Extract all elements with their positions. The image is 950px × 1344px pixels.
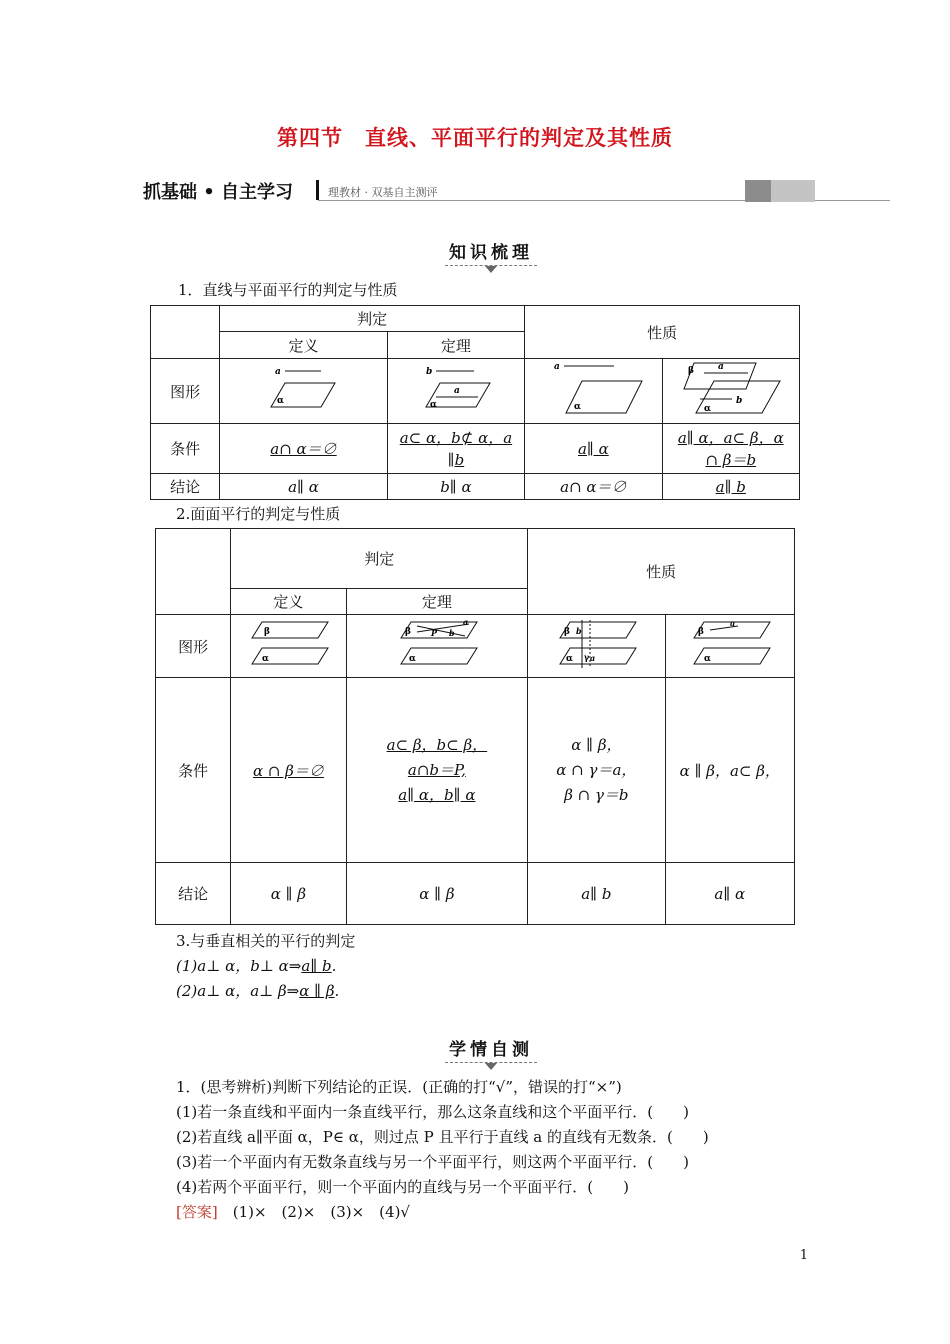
- table1-cond-p1: [525, 424, 662, 474]
- heading-arrow-icon: [485, 1063, 497, 1070]
- table2-cond-p1-line1: α ∥ β，: [571, 735, 622, 754]
- quiz-statement-2: (2)若直线 a∥平面 α，P∈ α，则过点 P 且平行于直线 a 的直线有无数条．( ): [176, 1128, 709, 1146]
- heading-knowledge-text: 知识梳理: [449, 243, 533, 263]
- svg-text:a: a: [275, 367, 282, 377]
- table2-cond-thm: [346, 678, 528, 863]
- heading-knowledge: [391, 238, 591, 273]
- table2-caption: 2.面面平行的判定与性质: [176, 505, 341, 523]
- section3-line1: [176, 955, 336, 976]
- svg-text:a: a: [717, 362, 724, 372]
- table-plane-plane-parallel: [155, 528, 795, 925]
- table1-cond-thm-line1: a⊂ α，b⊄ α，a: [399, 428, 513, 447]
- table1-cond-def-text: a∩ α＝∅: [270, 440, 337, 458]
- svg-text:α: α: [429, 400, 437, 410]
- table1-concl-p2-text: a∥ b: [715, 477, 746, 496]
- section-bar-divider: [316, 180, 319, 200]
- section-bar-block-dark: [745, 180, 771, 202]
- svg-text:α: α: [566, 654, 574, 664]
- section-bar-subtitle: 理教材 · 双基自主测评: [328, 186, 438, 199]
- svg-text:b: b: [576, 626, 582, 636]
- table2-row-figure: 图形: [156, 615, 231, 678]
- table2-concl-def: α ∥ β: [231, 863, 346, 925]
- svg-text:β: β: [697, 627, 704, 637]
- table1-cond-p2-line1: a∥ α，a⊂ β，α: [677, 428, 784, 447]
- table2-header-property: 性质: [528, 529, 795, 615]
- table1-cond-p1-text: a∥ α: [577, 439, 609, 458]
- section3-line1-end: .: [331, 957, 337, 975]
- table2-cond-thm-line3: a∥ α，b∥ α: [398, 785, 476, 804]
- quiz-statement-3: (3)若一个平面内有无数条直线与另一个平面平行，则这两个平面平行．( ): [176, 1153, 689, 1171]
- figure2-def: [231, 615, 346, 678]
- table1-caption: 1．直线与平面平行的判定与性质: [178, 281, 398, 299]
- svg-text:β: β: [687, 366, 694, 376]
- table2-cond-thm-line1: a⊂ β，b⊂ β，: [386, 735, 488, 754]
- page-number: 1: [799, 1248, 808, 1263]
- table2-cond-p1: [528, 678, 665, 863]
- section-bar-title: 抓基础 • 自主学习: [143, 182, 294, 203]
- section3-line1-answer: a∥ b: [301, 957, 332, 975]
- svg-text:a: a: [729, 618, 735, 628]
- table1-concl-p2: [662, 474, 799, 500]
- svg-text:b: b: [448, 628, 455, 638]
- table1-cond-p2-line2: ∩ β＝b: [705, 450, 757, 469]
- svg-text:γ: γ: [584, 652, 590, 662]
- table2-corner: [156, 529, 231, 615]
- intersecting-lines-in-plane-figure: [387, 616, 487, 672]
- svg-text:α: α: [574, 402, 582, 412]
- table1-concl-def: a∥ α: [220, 474, 388, 500]
- svg-text:a: a: [462, 617, 469, 627]
- section3-line2-answer: α ∥ β: [299, 982, 335, 1000]
- two-planes-intersect-figure: [676, 359, 786, 419]
- table2-header-def: 定义: [231, 589, 346, 615]
- answer-label: [答案]: [176, 1203, 218, 1221]
- svg-text:b: b: [735, 396, 743, 406]
- svg-text:a: a: [453, 386, 460, 396]
- table2-row-condition: 条件: [156, 678, 231, 863]
- figure-property-1: [525, 359, 662, 424]
- svg-text:a: a: [554, 362, 561, 372]
- table2-cond-thm-line2: a∩b＝P,: [407, 760, 466, 779]
- table2-row-conclusion: 结论: [156, 863, 231, 925]
- table2-cond-p1-line3: β ∩ γ＝b: [564, 785, 629, 804]
- table2-cond-p2: α ∥ β，a⊂ β，: [665, 678, 794, 863]
- table2-cond-def-text: α ∩ β＝∅: [252, 761, 324, 780]
- svg-text:α: α: [703, 404, 711, 414]
- table1-header-judge: 判定: [220, 306, 525, 332]
- heading-arrow-icon: [485, 266, 497, 273]
- table2-header-judge: 判定: [231, 529, 528, 589]
- figure-theorem: [387, 359, 524, 424]
- table2-cond-def: [231, 678, 346, 863]
- section3-line2: [176, 980, 339, 1001]
- table1-header-thm: 定理: [387, 332, 524, 359]
- quiz-statement-1: (1)若一条直线和平面内一条直线平行，那么这条直线和这个平面平行．( ): [176, 1103, 689, 1121]
- figure2-thm: [346, 615, 528, 678]
- table1-cond-thm-line2: ∥b: [447, 450, 465, 469]
- section-bar-block-light: [771, 180, 815, 202]
- svg-text:α: α: [277, 396, 285, 406]
- table2-concl-thm: α ∥ β: [346, 863, 528, 925]
- section3-title: 3.与垂直相关的平行的判定: [176, 932, 356, 950]
- two-parallel-planes-figure: [238, 616, 338, 672]
- table1-cond-p2: [662, 424, 799, 474]
- svg-text:β: β: [264, 627, 271, 637]
- table1-header-def: 定义: [220, 332, 388, 359]
- table1-header-property: 性质: [525, 306, 800, 359]
- svg-text:β: β: [564, 627, 571, 637]
- svg-text:b: b: [425, 367, 433, 377]
- table2-concl-p1: a∥ b: [528, 863, 665, 925]
- quiz-answer: [176, 1201, 410, 1222]
- section3-line2-premise: (2)a⊥ α，a⊥ β⇒: [176, 982, 300, 1000]
- table1-row-condition: 条件: [151, 424, 220, 474]
- table1-concl-p1: a∩ α＝∅: [525, 474, 662, 500]
- figure-property-2: [662, 359, 799, 424]
- quiz-question: 1．(思考辨析)判断下列结论的正误．(正确的打“√”，错误的打“×”): [176, 1078, 622, 1096]
- table1-cond-def: [220, 424, 388, 474]
- table1-concl-thm: b∥ α: [387, 474, 524, 500]
- line-above-plane-figure: [538, 359, 648, 419]
- section3-line1-premise: (1)a⊥ α，b⊥ α⇒: [176, 957, 302, 975]
- table1-row-figure: 图形: [151, 359, 220, 424]
- table2-cond-p1-line2: α ∩ γ＝a，: [556, 760, 637, 779]
- svg-text:β: β: [404, 627, 411, 637]
- figure-line-outside-plane: [220, 359, 388, 424]
- table-line-plane-parallel: [150, 305, 800, 500]
- line-in-parallel-plane-figure: [680, 616, 780, 672]
- table2-header-thm: 定理: [346, 589, 528, 615]
- section-bar: [143, 178, 815, 202]
- section3-line2-end: .: [334, 982, 340, 1000]
- table1-cond-thm: [387, 424, 524, 474]
- svg-text:P: P: [430, 628, 437, 638]
- quiz-statement-4: (4)若两个平面平行，则一个平面内的直线与另一个平面平行．( ): [176, 1178, 629, 1196]
- svg-text:α: α: [703, 654, 711, 664]
- heading-self-test-text: 学情自测: [449, 1040, 533, 1060]
- table1-corner: [151, 306, 220, 359]
- answer-text: (1)× (2)× (3)× (4)√: [232, 1203, 410, 1221]
- svg-text:α: α: [408, 654, 416, 664]
- table2-concl-p2: a∥ α: [665, 863, 794, 925]
- line-parallel-plane-figure: [253, 361, 353, 417]
- line-in-plane-figure: [406, 361, 506, 417]
- page-title: 第四节 直线、平面平行的判定及其性质: [277, 126, 673, 150]
- svg-text:α: α: [262, 654, 270, 664]
- figure2-p2: [665, 615, 794, 678]
- svg-text:a: a: [590, 653, 596, 663]
- third-plane-cuts-figure: [546, 616, 646, 672]
- table1-row-conclusion: 结论: [151, 474, 220, 500]
- heading-self-test: [391, 1035, 591, 1070]
- figure2-p1: [528, 615, 665, 678]
